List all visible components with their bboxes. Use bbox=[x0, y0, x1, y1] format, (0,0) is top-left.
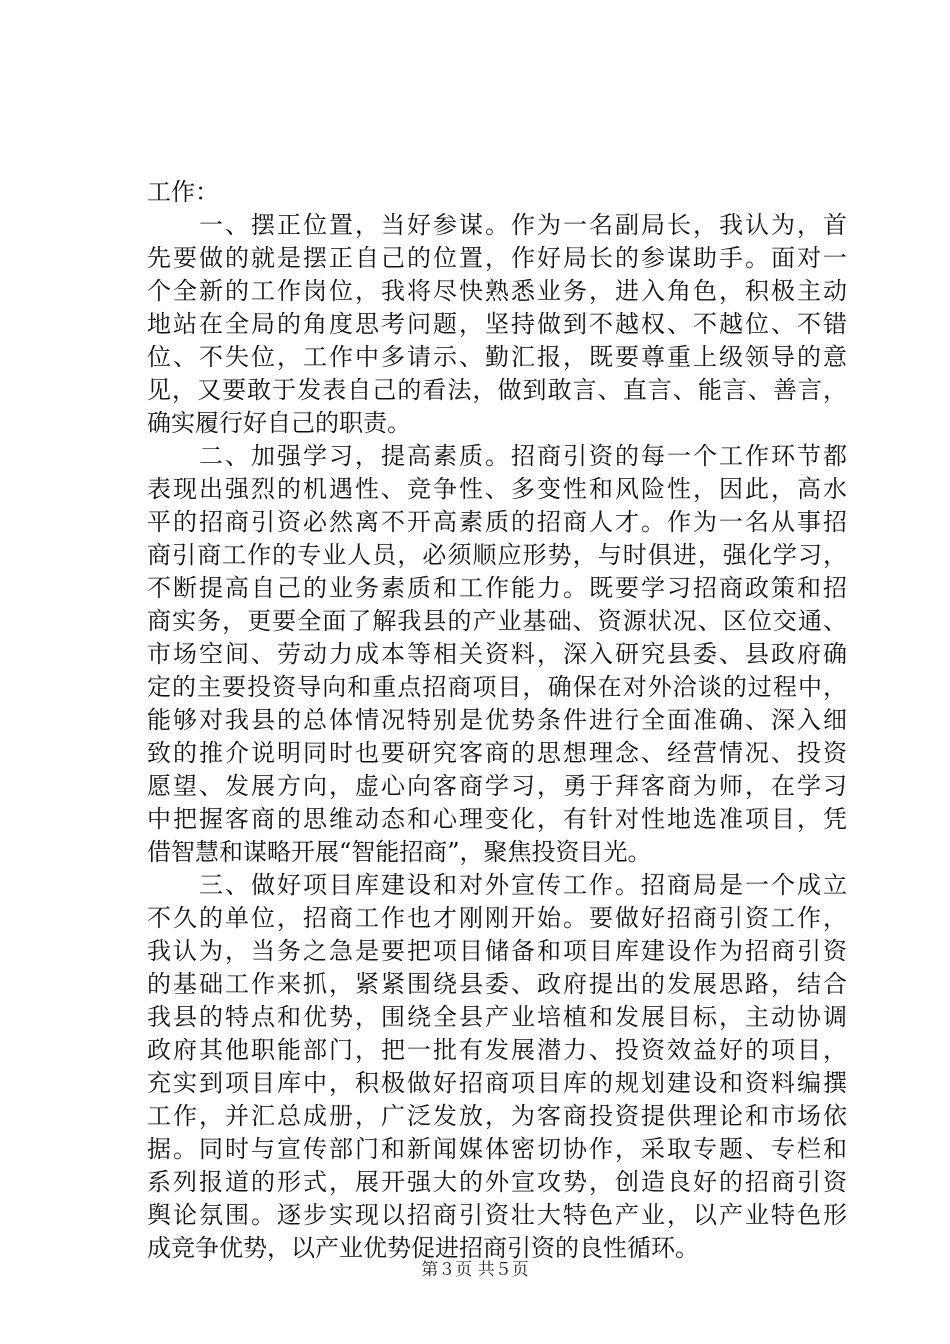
text-line: 成竞争优势，以产业优势促进招商引资的良性循环。 bbox=[147, 1234, 699, 1262]
text-line: 见，又要敢于发表自己的看法，做到敢言、直言、能言、善言， bbox=[147, 376, 847, 404]
document-body bbox=[147, 176, 847, 1265]
text-line: 二、加强学习，提高素质。招商引资的每一个工作环节都 bbox=[147, 442, 847, 470]
text-line: 系列报道的形式，展开强大的外宣攻势，创造良好的招商引资 bbox=[147, 1168, 847, 1196]
text-line: 表现出强烈的机遇性、竞争性、多变性和风险性，因此，高水 bbox=[147, 475, 847, 503]
text-line: 平的招商引资必然离不开高素质的招商人才。作为一名从事招 bbox=[147, 508, 847, 536]
text-line: 政府其他职能部门，把一批有发展潜力、投资效益好的项目， bbox=[147, 1036, 847, 1064]
page-number-footer: 第３页 共５页 bbox=[421, 1260, 529, 1280]
text-line: 不久的单位，招商工作也才刚刚开始。要做好招商引资工作， bbox=[147, 904, 847, 932]
text-line: 致的推介说明同时也要研究客商的思想理念、经营情况、投资 bbox=[147, 739, 847, 767]
text-line: 商实务，更要全面了解我县的产业基础、资源状况、区位交通、 bbox=[147, 607, 847, 635]
text-line: 中把握客商的思维动态和心理变化，有针对性地选准项目，凭 bbox=[147, 805, 847, 833]
text-line: 位、不失位，工作中多请示、勤汇报，既要尊重上级领导的意 bbox=[147, 343, 847, 371]
text-line: 市场空间、劳动力成本等相关资料，深入研究县委、县政府确 bbox=[147, 640, 847, 668]
text-line: 我县的特点和优势，围绕全县产业培植和发展目标，主动协调 bbox=[147, 1003, 847, 1031]
text-line: 一、摆正位置，当好参谋。作为一名副局长，我认为，首 bbox=[147, 211, 847, 239]
text-line: 充实到项目库中，积极做好招商项目库的规划建设和资料编撰 bbox=[147, 1069, 847, 1097]
text-line: 我认为，当务之急是要把项目储备和项目库建设作为招商引资 bbox=[147, 937, 847, 965]
text-line: 确实履行好自己的职责。 bbox=[147, 409, 411, 437]
text-line: 先要做的就是摆正自己的位置，作好局长的参谋助手。面对一 bbox=[147, 244, 847, 272]
text-line: 三、做好项目库建设和对外宣传工作。招商局是一个成立 bbox=[147, 871, 847, 899]
text-line: 舆论氛围。逐步实现以招商引资壮大特色产业，以产业特色形 bbox=[147, 1201, 847, 1229]
text-line: 愿望、发展方向，虚心向客商学习，勇于拜客商为师，在学习 bbox=[147, 772, 847, 800]
text-line: 能够对我县的总体情况特别是优势条件进行全面准确、深入细 bbox=[147, 706, 847, 734]
text-line: 个全新的工作岗位，我将尽快熟悉业务，进入角色，积极主动 bbox=[147, 277, 847, 305]
text-line: 的基础工作来抓，紧紧围绕县委、政府提出的发展思路，结合 bbox=[147, 970, 847, 998]
text-line: 工作，并汇总成册，广泛发放，为客商投资提供理论和市场依 bbox=[147, 1102, 847, 1130]
text-line: 定的主要投资导向和重点招商项目，确保在对外洽谈的过程中， bbox=[147, 673, 847, 701]
text-line: 工作： bbox=[147, 178, 219, 206]
text-line: 商引商工作的专业人员，必须顺应形势，与时俱进，强化学习， bbox=[147, 541, 847, 569]
text-line: 不断提高自己的业务素质和工作能力。既要学习招商政策和招 bbox=[147, 574, 847, 602]
text-line: 借智慧和谋略开展“智能招商”，聚焦投资目光。 bbox=[147, 838, 652, 866]
text-line: 地站在全局的角度思考问题，坚持做到不越权、不越位、不错 bbox=[147, 310, 847, 338]
text-line: 据。同时与宣传部门和新闻媒体密切协作，采取专题、专栏和 bbox=[147, 1135, 847, 1163]
